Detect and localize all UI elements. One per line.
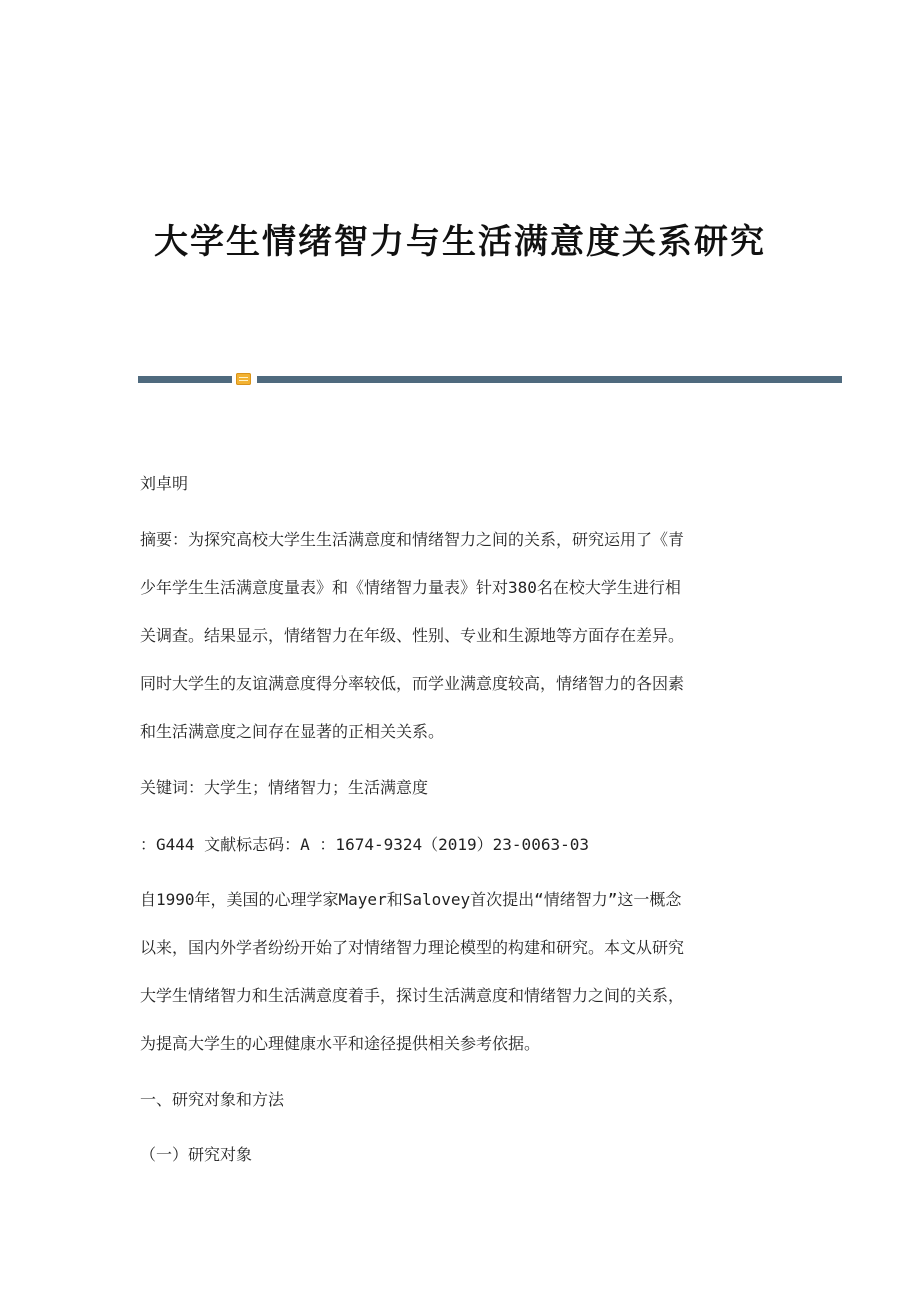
abstract-line: 摘要：为探究高校大学生生活满意度和情绪智力之间的关系，研究运用了《青: [140, 530, 685, 549]
keywords: 关键词：大学生；情绪智力；生活满意度: [140, 778, 429, 797]
abstract-line: 关调查。结果显示，情绪智力在年级、性别、专业和生源地等方面存在差异。: [140, 626, 685, 645]
abstract-line: 少年学生生活满意度量表》和《情绪智力量表》针对380名在校大学生进行相: [140, 578, 681, 597]
subsection-heading: （一）研究对象: [140, 1145, 253, 1164]
document-title: 大学生情绪智力与生活满意度关系研究: [154, 222, 766, 262]
divider-bar-right: [257, 376, 842, 383]
abstract-line: 和生活满意度之间存在显著的正相关关系。: [140, 722, 445, 741]
section-heading: 一、研究对象和方法: [140, 1090, 285, 1109]
divider-ornament-icon: [236, 373, 251, 385]
author-name: 刘卓明: [140, 474, 189, 493]
divider-bar-left: [138, 376, 232, 383]
classification-info: ：G444 文献标志码：A ：1674-9324（2019）23-0063-03: [140, 835, 589, 854]
intro-line: 自1990年，美国的心理学家Mayer和Salovey首次提出“情绪智力”这一概念: [140, 890, 682, 909]
intro-line: 大学生情绪智力和生活满意度着手，探讨生活满意度和情绪智力之间的关系，: [140, 986, 685, 1005]
intro-line: 为提高大学生的心理健康水平和途径提供相关参考依据。: [140, 1034, 541, 1053]
abstract-line: 同时大学生的友谊满意度得分率较低，而学业满意度较高，情绪智力的各因素: [140, 674, 685, 693]
intro-line: 以来，国内外学者纷纷开始了对情绪智力理论模型的构建和研究。本文从研究: [140, 938, 685, 957]
title-divider: [138, 373, 842, 385]
